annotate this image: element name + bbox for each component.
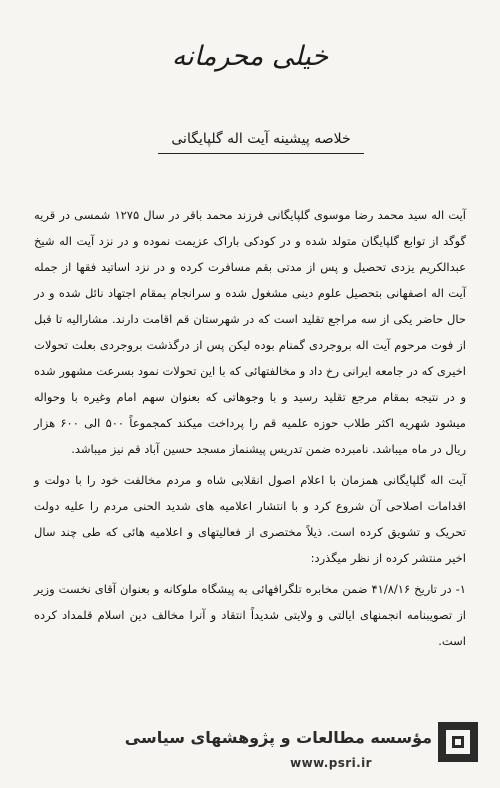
document-body	[34, 202, 466, 659]
footer-url[interactable]: www.psri.ir	[290, 756, 372, 770]
footer-organization: مؤسسه مطالعات و پژوهشهای سیاسی	[124, 728, 432, 747]
paragraph-item-1: ۱- در تاریخ ۴۱/۸/۱۶ ضمن مخابره تلگرافهائی به پیشگاه ملوکانه و بعنوان آقای نخست وزیر از تصویبنامه انجمنهای ایالتی و ولایتی شدیداً انتقاد و آنرا مخالف دین اسلام قلمداد کرده است.	[34, 582, 466, 648]
paragraph-biography: آیت اله سید محمد رضا موسوی گلپایگانی فرزند محمد باقر در سال ۱۲۷۵ شمسی در قریه گوگد از توابع گلپایگان متولد شده و در کودکی باراک عزیمت نموده و در نزد آیت اله شیخ عبدالکریم یزدی تحصیل و پس از مدتی بقم مسافرت کرده و در نزد اساتید فقها از جمله آیت اله اصفهانی بتحصیل علوم دینی مشغول شده و سرانجام بمقام اجتهاد نائل شده و در حال حاضر یکی از سه مراجع تقلید است که در شهرستان قم اقامت دارند. مشارالیه تا قبل از فوت مرحوم آیت اله بروجردی گمنام بوده لیکن پس از درگذشت بروجردی بعلت تحولات اخیری که در جامعه ایرانی رخ داد و مخالفتهائی که با این تحولات نمود بسرعت مشهور شده و در نتیجه بمقام مرجع تقلید رسید و با وجوهاتی که بعنوان سهم امام وغیره با وحواله میشود شهریه اکثر طلاب حوزه علمیه قم را پرداخت میکند کمجموعاً ۵۰۰ الی ۶۰۰ هزار ریال در ماه میباشد. نامبرده ضمن تدریس پیشنماز مسجد حسین آباد قم نیز میباشد.	[34, 208, 467, 456]
heading-underline	[158, 153, 364, 154]
paragraph-opposition: آیت اله گلپایگانی همزمان با اعلام اصول انقلابی شاه و مردم مخالفت خود را با دولت و اقدامات اصلاحی آن شروع کرد و با انتشار اعلامیه های شدید الحنی مردم را علیه دولت تحریک و تشویق کرده است. ذیلاً مختصری از فعالیتهای و اعلامیه هائی که طی چند سال اخیر منتشر کرده از نظر میگذرد:	[34, 473, 466, 565]
document-heading: خلاصه پیشینه آیت اله گلپایگانی	[171, 131, 351, 147]
classification-stamp: خیلی محرمانه	[171, 40, 329, 72]
psri-logo-icon	[438, 722, 478, 762]
